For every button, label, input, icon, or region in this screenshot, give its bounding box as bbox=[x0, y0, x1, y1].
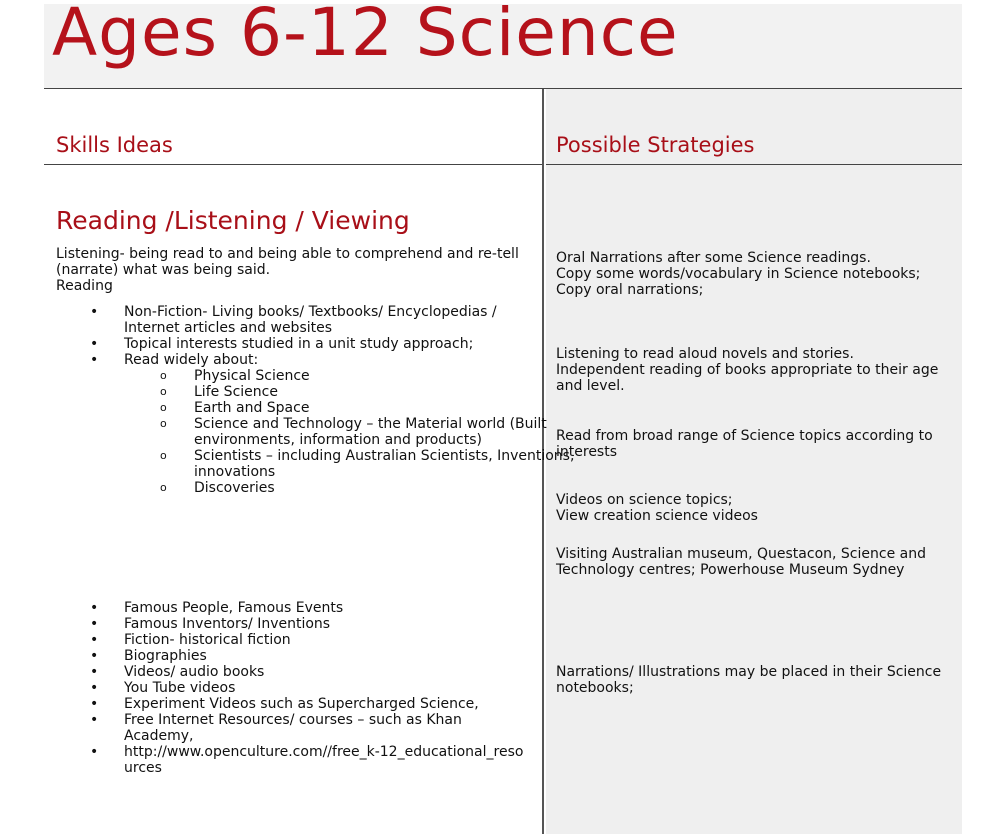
strategy-line: View creation science videos bbox=[556, 508, 758, 524]
strategy-line: Copy oral narrations; bbox=[556, 282, 704, 298]
strategy-line: Listening to read aloud novels and stories. Independent reading of books appropriate to their age and level. bbox=[556, 346, 939, 394]
strategy-line: Narrations/ Illustrations may be placed in their Science notebooks; bbox=[556, 664, 942, 696]
strategy-line: Visiting Australian museum, Questacon, Science and Technology centres; Powerhouse Museum Sydney bbox=[556, 546, 926, 578]
list-item-text: • Famous Inventors/ Inventions bbox=[124, 616, 331, 632]
strategy-topics bbox=[556, 428, 946, 460]
strategy-videos bbox=[556, 492, 946, 524]
list-item bbox=[56, 352, 575, 496]
skills-ideas-heading: Skills Ideas bbox=[56, 133, 173, 157]
list-item bbox=[56, 648, 538, 664]
strategy-narrations bbox=[556, 250, 946, 298]
sublist-item-text: o Physical Science bbox=[194, 368, 310, 384]
list-item-text: • http://www.openculture.com//free_k-12_educational_resources bbox=[124, 744, 524, 776]
sublist-item bbox=[56, 368, 538, 384]
left-heading-rule bbox=[44, 164, 542, 165]
title-rule bbox=[44, 88, 962, 89]
list-item-text: • Biographies bbox=[124, 648, 207, 664]
list-item-text: • Videos/ audio books bbox=[124, 664, 265, 680]
list-item-text: • Fiction- historical fiction bbox=[124, 632, 291, 648]
possible-strategies-heading: Possible Strategies bbox=[556, 133, 755, 157]
list-item-text: • Famous People, Famous Events bbox=[124, 600, 344, 616]
reading-list bbox=[56, 304, 575, 496]
list-item-text: • Topical interests studied in a unit study approach; bbox=[124, 336, 474, 352]
list-item bbox=[56, 712, 538, 744]
list-item bbox=[56, 632, 538, 648]
sublist-item bbox=[56, 384, 538, 400]
list-item bbox=[56, 616, 538, 632]
intro-line: Listening- being read to and being able to comprehend and re-tell (narrate) what was being said. bbox=[56, 246, 519, 278]
sublist-item-text: o Life Science bbox=[194, 384, 278, 400]
strategy-notebooks bbox=[556, 664, 946, 696]
strategy-line: Oral Narrations after some Science readings. bbox=[556, 250, 871, 266]
list-item bbox=[56, 600, 538, 616]
list-item bbox=[56, 696, 538, 712]
list-item bbox=[56, 664, 538, 680]
science-areas-sublist bbox=[56, 368, 575, 496]
right-heading-rule bbox=[546, 164, 962, 165]
strategy-line: Videos on science topics; bbox=[556, 492, 733, 508]
sublist-item-text: o Earth and Space bbox=[194, 400, 310, 416]
list-item bbox=[56, 336, 538, 352]
sublist-item-text: o Discoveries bbox=[194, 480, 275, 496]
sublist-item bbox=[56, 448, 575, 480]
sublist-item bbox=[56, 480, 538, 496]
list-item bbox=[56, 680, 538, 696]
list-item bbox=[56, 304, 538, 336]
section-title: Reading /Listening / Viewing bbox=[56, 206, 410, 235]
intro-line: Reading bbox=[56, 278, 113, 294]
strategy-line: Copy some words/vocabulary in Science notebooks; bbox=[556, 266, 921, 282]
sublist-item-text: o Scientists – including Australian Scientists, Inventions, innovations bbox=[194, 448, 575, 480]
sublist-item bbox=[56, 416, 547, 448]
list-item bbox=[56, 744, 538, 776]
list-item-text: • Free Internet Resources/ courses – such as Khan Academy, bbox=[124, 712, 462, 744]
list-item-text: • Non-Fiction- Living books/ Textbooks/ Encyclopedias / Internet articles and websites bbox=[124, 304, 497, 336]
intro-text bbox=[56, 246, 538, 294]
strategy-reading bbox=[556, 346, 946, 394]
list-item-text: • You Tube videos bbox=[124, 680, 236, 696]
page-title: Ages 6-12 Science bbox=[52, 0, 679, 71]
strategy-visits bbox=[556, 546, 946, 578]
strategy-line: Read from broad range of Science topics according to interests bbox=[556, 428, 933, 460]
sublist-item bbox=[56, 400, 538, 416]
sublist-item-text: o Science and Technology – the Material world (Built environments, information and products) bbox=[194, 416, 547, 448]
list-item-text: • Read widely about: bbox=[124, 352, 259, 368]
resources-list bbox=[56, 600, 538, 776]
list-item-text: • Experiment Videos such as Supercharged Science, bbox=[124, 696, 479, 712]
